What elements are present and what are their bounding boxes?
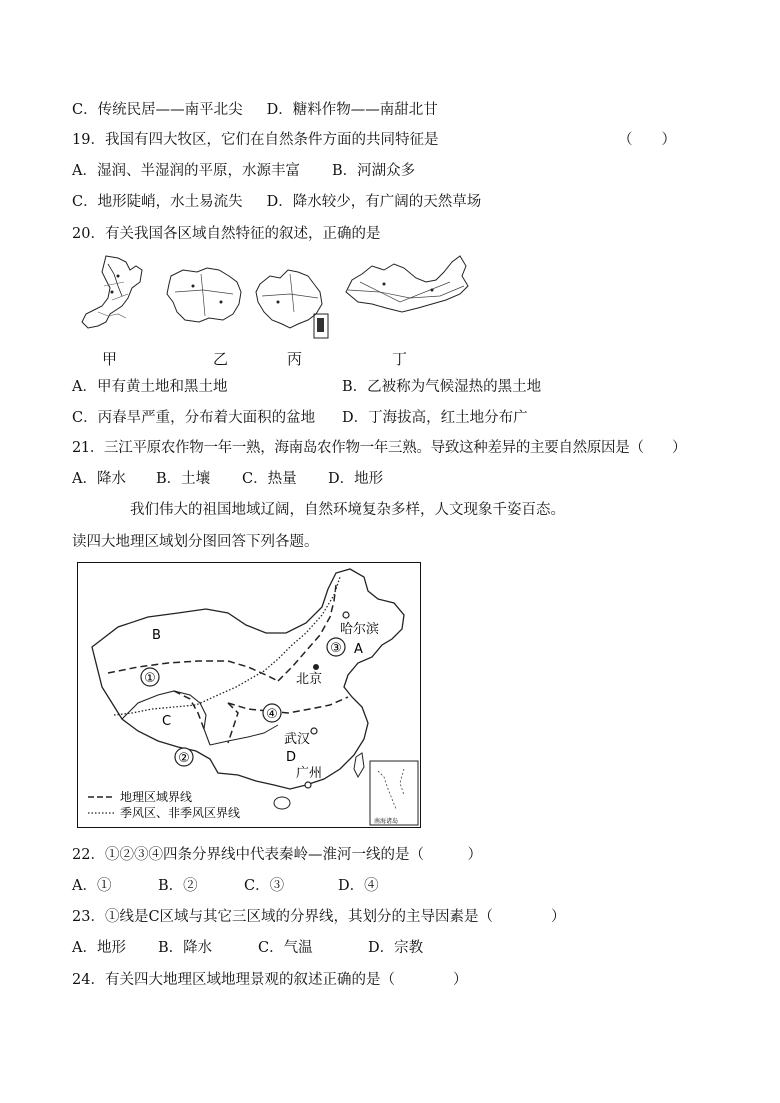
q19-option-a[interactable]: A．湿润、半湿润的平原，水源丰富 [72,163,300,179]
q20-option-a[interactable]: A．甲有黄土地和黑土地 [72,379,228,395]
q19-answer-paren[interactable]: （ ） [618,132,676,148]
q18-option-c[interactable]: C．传统民居——南平北尖 [72,102,243,118]
q24-stem: 24．有关四大地理区域地理景观的叙述正确的是（ ） [72,972,468,988]
region-label-d: D [286,750,297,765]
line-marker-4: ④ [266,707,278,722]
q22-stem: 22．①②③④四条分界线中代表秦岭—淮河一线的是（ ） [72,847,482,863]
city-label-harbin: 哈尔滨 [340,622,380,637]
four-regions-map-svg [78,563,420,827]
south-china-sea-inset [370,761,418,825]
label-bing: 丙 [287,350,303,368]
q23-stem: 23．①线是C区域与其它三区域的分界线，其划分的主导因素是（ ） [72,909,566,925]
intro-sentence: 我们伟大的祖国地域辽阔，自然环境复杂多样，人文现象千姿百态。 [130,502,565,518]
boundary-line-1 [108,661,278,681]
region-map-jia [78,252,153,337]
q20-stem: 20．有关我国各区域自然特征的叙述，正确的是 [72,226,381,242]
hainan-island [274,797,290,809]
q19-stem [72,130,438,150]
city-label-beijing: 北京 [296,672,323,687]
q23-option-c[interactable]: C．气温 [258,940,313,956]
region-map-ding [340,252,475,322]
region-label-a: A [354,642,363,657]
q21-option-a[interactable]: A．降水 [72,471,126,487]
q22-option-d[interactable]: D．④ [338,878,379,894]
region-label-b: B [152,628,161,643]
q21-option-b[interactable]: B．土壤 [156,471,211,487]
region-map-yi [163,262,248,327]
city-dot-guangzhou [305,782,311,788]
q18-options [72,100,438,120]
q20-option-d[interactable]: D．丁海拔高，红土地分布广 [342,410,528,426]
city-dot-harbin [343,612,349,618]
q20-options-cd [72,408,528,428]
q19-stem-text: 19．我国有四大牧区，它们在自然条件方面的共同特征是 [72,132,439,148]
q23-option-b[interactable]: B．降水 [158,940,213,956]
q19-options-ab [72,161,415,181]
region-label-c: C [162,714,172,729]
label-ding: 丁 [392,350,408,368]
q23-options [72,938,423,958]
q23-option-d[interactable]: D．宗教 [368,940,424,956]
boundary-line-2 [174,691,204,729]
intro-read: 读四大地理区域划分图回答下列各题。 [72,534,319,550]
taiwan-island [354,753,364,777]
line-marker-3: ③ [330,641,342,656]
line-marker-1: ① [144,671,156,686]
q20-options-ab [72,377,541,397]
q19-option-d[interactable]: D．降水较少，有广阔的天然草场 [266,194,482,210]
q20-option-c[interactable]: C．丙春旱严重，分布着大面积的盆地 [72,410,316,426]
inset-label: 南海诸岛 [374,818,399,825]
q20-option-b[interactable]: B．乙被称为气候湿热的黑土地 [342,379,542,395]
boundary-line-4 [228,697,348,713]
four-regions-map [77,562,421,828]
line-marker-2: ② [178,751,190,766]
q18-option-d[interactable]: D．糖料作物——南甜北甘 [266,102,438,118]
q23-option-a[interactable]: A．地形 [72,940,126,956]
q19-option-b[interactable]: B．河湖众多 [331,163,416,179]
boundary-line-qinling [228,703,238,743]
city-dot-wuhan [311,728,317,734]
legend-text-monsoon: 季风区、非季风区界线 [120,806,241,820]
q19-options-cd [72,192,481,212]
label-jia: 甲 [102,350,118,368]
monsoon-boundary-line [114,577,340,715]
label-yi: 乙 [213,350,229,368]
q22-option-c[interactable]: C．③ [244,878,285,894]
q22-option-b[interactable]: B．② [158,878,198,894]
region-map-bing [254,262,334,342]
q21-stem: 21．三江平原农作物一年一熟，海南岛农作物一年三熟。导致这种差异的主要自然原因是（ ） [72,440,687,456]
q21-options [72,469,383,489]
q22-options [72,876,379,896]
q21-option-c[interactable]: C．热量 [242,471,297,487]
q21-option-d[interactable]: D．地形 [328,471,384,487]
city-label-wuhan: 武汉 [284,732,311,747]
city-dot-beijing [313,664,319,670]
city-label-guangzhou: 广州 [296,766,323,781]
q19-option-c[interactable]: C．地形陡峭，水土易流失 [72,194,243,210]
legend-text-boundary: 地理区域界线 [120,790,193,804]
q22-option-a[interactable]: A．① [72,878,112,894]
